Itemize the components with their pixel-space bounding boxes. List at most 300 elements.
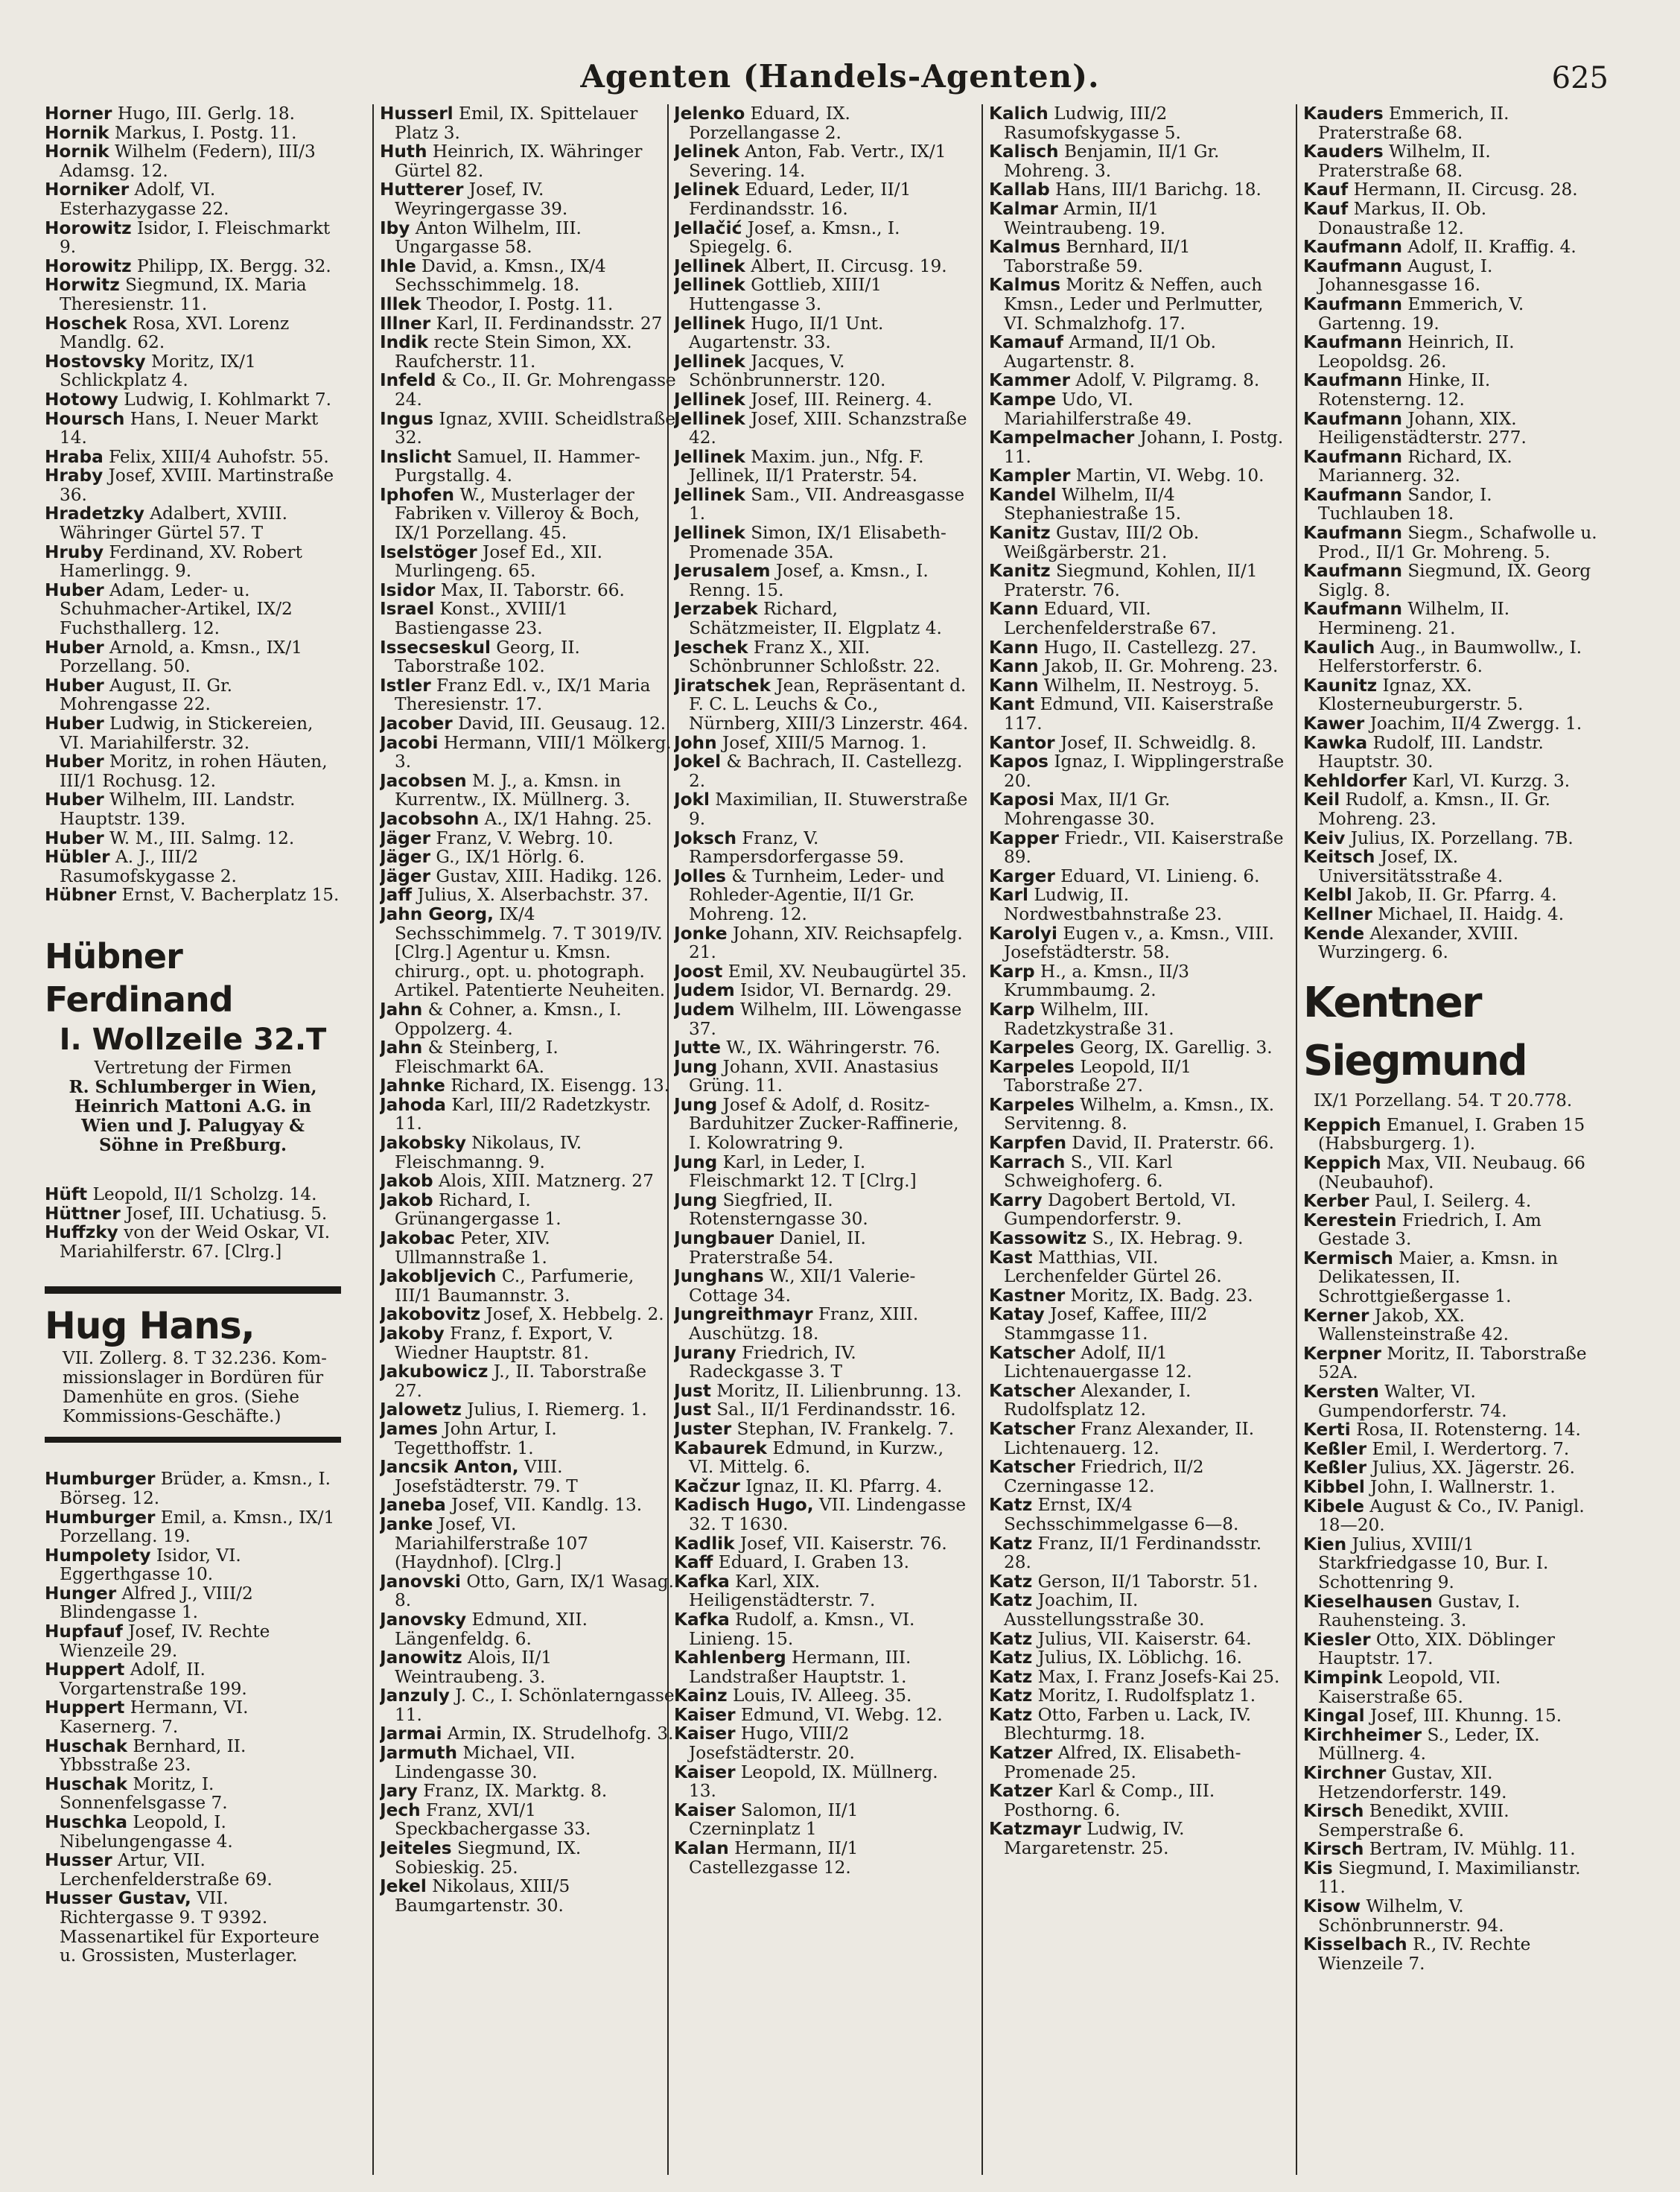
directory-entry <box>380 1877 676 1915</box>
entry-details: Hermann, II. Circusg. 28. <box>1348 180 1578 200</box>
directory-entry <box>674 1686 970 1706</box>
entry-details: Adolf, II. Vorgartenstraße 199. <box>60 1659 247 1699</box>
entry-name: Hornik <box>45 122 109 143</box>
entry-name: Kawer <box>1303 714 1365 734</box>
directory-entry <box>380 410 676 448</box>
entry-details: Franz X., XII. Schönbrunner Schloßstr. 22. <box>689 637 941 677</box>
entry-details: Friedrich, I. Am Gestade 3. <box>1318 1210 1541 1250</box>
entry-details: Julius, XX. Jägerstr. 26. <box>1366 1458 1575 1478</box>
entry-name: Jäger <box>380 827 431 848</box>
entry-name: Kalisch <box>989 142 1059 162</box>
entry-name: Kaff <box>674 1552 713 1573</box>
entry-details: Emil, IX. Spittelauer Platz 3. <box>395 104 638 143</box>
entry-details: Franz Edl. v., IX/1 Maria Theresienstr. 17. <box>395 675 651 715</box>
directory-entry <box>380 142 676 180</box>
entry-name: Issecseskul <box>380 637 491 658</box>
directory-entry <box>989 276 1285 333</box>
entry-details: Martin, VI. Webg. 10. <box>1070 466 1264 486</box>
entry-name: Karpeles <box>989 1056 1075 1077</box>
ad-name: Hübner Ferdinand <box>45 935 233 1020</box>
directory-entry <box>380 1420 676 1458</box>
entry-details: Isidor, VI. Eggerthgasse 10. <box>60 1545 241 1585</box>
entry-name: Junghans <box>674 1266 764 1287</box>
entry-name: Huber <box>45 752 104 772</box>
entry-details: Sandor, I. Tuchlauben 18. <box>1318 484 1492 524</box>
directory-entry <box>380 104 676 142</box>
entry-details: Moritz & Neffen, auch Kmsn., Leder und Perlmutter, VI. Schmalzhofg. 17. <box>1004 275 1264 334</box>
entry-details: Ludwig, II. Nordwestbahnstraße 23. <box>1004 885 1223 924</box>
entry-details: Eugen v., a. Kmsn., VIII. Josefstädterstr. 58. <box>1004 923 1274 963</box>
directory-entry <box>989 1744 1285 1782</box>
entry-name: Kačzur <box>674 1475 740 1496</box>
directory-entry <box>380 1496 676 1515</box>
entry-name: Kadisch Hugo, <box>674 1495 814 1516</box>
entry-details: W., Musterlager der Fabriken v. Villeroy & Boch, IX/1 Porzellang. 45. <box>395 484 640 544</box>
entry-details: Gottlieb, XIII/1 Huttengasse 3. <box>689 275 882 314</box>
directory-entry <box>1303 1935 1600 1973</box>
entry-name: Jelinek <box>674 180 739 200</box>
entry-name: Illner <box>380 313 431 334</box>
directory-entry <box>1303 1764 1600 1802</box>
entry-details: Karl, II. Ferdinandsstr. 27 <box>430 313 663 334</box>
entry-details: Benjamin, II/1 Gr. Mohreng. 3. <box>1004 142 1220 181</box>
entry-name: Kauf <box>1303 180 1349 200</box>
ad-line: VII. Zollerg. 8. T 32.236. Kom- <box>63 1349 327 1369</box>
running-head: Agenten (Handels-Agenten). <box>580 58 1100 95</box>
entry-details: Michael, VII. Lindengasse 30. <box>395 1743 576 1782</box>
entry-name: Kapper <box>989 827 1059 848</box>
entry-name: Katz <box>989 1628 1033 1649</box>
entry-name: Kann <box>989 637 1039 658</box>
entry-name: Katz <box>989 1533 1033 1554</box>
directory-entry <box>1303 886 1600 905</box>
directory-entry <box>45 790 341 828</box>
entry-name: Kampelmacher <box>989 428 1135 448</box>
directory-entry <box>989 1820 1285 1858</box>
directory-entry <box>674 1400 970 1420</box>
ad-line: Kommissions-Geschäfte.) <box>63 1407 281 1427</box>
directory-entry <box>380 1782 676 1801</box>
entry-name: Jerzabek <box>674 599 758 620</box>
directory-entry <box>1303 1154 1600 1192</box>
entry-name: Jech <box>380 1799 421 1820</box>
entry-name: Kandel <box>989 484 1057 505</box>
entry-details: Alois, XIII. Matznerg. 27 <box>433 1171 654 1192</box>
entry-details: Eduard, VI. Linieng. 6. <box>1054 865 1260 886</box>
directory-entry <box>989 734 1285 753</box>
directory-entry <box>989 962 1285 1000</box>
entry-name: Kehldorfer <box>1303 770 1407 791</box>
directory-entry <box>380 1267 676 1305</box>
entry-name: Kaufmann <box>1303 237 1403 258</box>
directory-entry <box>380 1400 676 1420</box>
entry-name: Kaiser <box>674 1761 736 1782</box>
entry-name: Keßler <box>1303 1458 1367 1478</box>
entry-name: Jacobsohn <box>380 808 480 829</box>
directory-entry <box>1303 142 1600 180</box>
entry-details: R., IV. Rechte Wienzeile 7. <box>1318 1934 1531 1974</box>
entry-name: Huber <box>45 714 104 734</box>
entry-details: Edmund, in Kurzw., VI. Mittelg. 6. <box>689 1437 944 1478</box>
entry-details: Josef, IV. Rechte Wienzeile 29. <box>60 1621 270 1661</box>
entry-name: Keitsch <box>1303 847 1375 868</box>
directory-entry <box>674 734 970 753</box>
entry-name: Karpeles <box>989 1038 1075 1058</box>
directory-entry <box>989 657 1285 676</box>
directory-entry <box>1303 1249 1600 1306</box>
entry-name: Kann <box>989 599 1039 620</box>
entry-name: Inslicht <box>380 446 452 467</box>
ad-line: Damenhüte en gros. (Siehe <box>63 1388 300 1408</box>
entry-name: Kauf <box>1303 198 1349 219</box>
entry-details: Wilhelm, III. Landstr. Hauptstr. 139. <box>60 790 296 829</box>
directory-entry <box>45 1889 341 1965</box>
directory-entry <box>989 1344 1285 1382</box>
entry-details: Johann, XVII. Anastasius Grüng. 11. <box>689 1056 939 1096</box>
entry-details: Samuel, II. Hammer-Purgstallg. 4. <box>395 446 640 486</box>
entry-details: Friedr., VII. Kaiserstraße 89. <box>1004 827 1284 868</box>
directory-entry <box>380 219 676 257</box>
directory-entry <box>1303 1344 1600 1382</box>
directory-entry <box>1303 486 1600 524</box>
entry-details: Heinrich, IX. Währinger Gürtel 82. <box>395 142 643 181</box>
directory-entry <box>1303 371 1600 409</box>
entry-name: Kassowitz <box>989 1228 1087 1249</box>
entry-name: Hoursch <box>45 408 125 429</box>
entry-details: Max, VII. Neubaug. 66 (Neubauhof). <box>1318 1152 1585 1192</box>
entry-name: Istler <box>380 675 431 696</box>
entry-details: & Cohner, a. Kmsn., I. Oppolzerg. 4. <box>395 999 622 1039</box>
entry-name: Kafka <box>674 1571 730 1592</box>
entry-name: Kaiser <box>674 1724 736 1744</box>
entry-name: Jungreithmayr <box>674 1304 813 1325</box>
entry-details: Stephan, IV. Frankelg. 7. <box>731 1418 955 1439</box>
directory-entry <box>1303 1497 1600 1535</box>
directory-entry <box>674 1305 970 1343</box>
entry-name: Jakobljevich <box>380 1266 497 1287</box>
entry-details: Eduard, IX. Porzellangasse 2. <box>689 104 850 143</box>
entry-details: Adolf, V. Pilgramg. 8. <box>1070 370 1260 391</box>
entry-details: Moritz, II. Lilienbrunng. 13. <box>711 1380 962 1401</box>
entry-details: Michael, II. Haidg. 4. <box>1372 903 1565 924</box>
entry-name: Kahlenberg <box>674 1648 786 1668</box>
entry-name: Jahn <box>380 1038 423 1058</box>
entry-details: Brüder, a. Kmsn., I. Börseg. 12. <box>60 1469 331 1508</box>
entry-details: Hans, III/1 Barichg. 18. <box>1049 180 1261 200</box>
entry-name: Kibbel <box>1303 1477 1365 1497</box>
directory-entry <box>674 790 970 828</box>
entry-name: Kampe <box>989 389 1057 410</box>
directory-entry <box>674 486 970 524</box>
directory-entry <box>674 1496 970 1534</box>
directory-entry <box>380 581 676 600</box>
directory-entry <box>45 676 341 714</box>
directory-entry <box>1303 1630 1600 1668</box>
entry-details: Wilhelm (Federn), III/3 Adamsg. 12. <box>60 142 316 181</box>
entry-name: Horniker <box>45 180 130 200</box>
entry-details: Edmund, VI. Webg. 12. <box>735 1704 943 1725</box>
entry-name: Kirchner <box>1303 1762 1387 1783</box>
entry-details: Nikolaus, IV. Fleischmanng. 9. <box>395 1133 582 1172</box>
entry-details: Josef, III. Reinerg. 4. <box>745 389 932 410</box>
entry-name: Hotowy <box>45 389 118 410</box>
ad-line: R. Schlumberger in Wien, <box>69 1076 317 1097</box>
entry-details: Franz, XVI/1 Speckbachergasse 33. <box>395 1799 591 1840</box>
entry-details: Gustav, XIII. Hadikg. 126. <box>430 865 663 886</box>
directory-entry <box>380 1458 676 1496</box>
entry-details: Franz, V. Webrg. 10. <box>430 827 614 848</box>
entry-name: Kende <box>1303 923 1365 944</box>
entry-details: & Turnheim, Leder- und Rohleder-Agentie, II/1 Gr. Mohreng. 12. <box>689 865 945 924</box>
directory-entry <box>674 1763 970 1801</box>
entry-details: Franz, IX. Marktg. 8. <box>417 1781 608 1802</box>
page-header <box>0 58 1680 103</box>
entry-name: Hüttner <box>45 1203 121 1224</box>
entry-name: Kanitz <box>989 561 1051 582</box>
directory-entry <box>380 1000 676 1038</box>
entry-name: Hübler <box>45 847 110 868</box>
directory-entry <box>45 124 341 143</box>
entry-name: Jäger <box>380 865 431 886</box>
entry-details: Hugo, II. Castellezg. 27. <box>1038 637 1257 658</box>
directory-entry <box>1303 1840 1600 1859</box>
entry-name: Husserl <box>380 104 454 124</box>
entry-name: Kaufmann <box>1303 599 1403 620</box>
directory-entry <box>380 1362 676 1400</box>
directory-entry <box>1303 1859 1600 1897</box>
entry-details: Josef Ed., XII. Murlingeng. 65. <box>395 541 602 582</box>
entry-name: Kalan <box>674 1838 729 1859</box>
entry-details: Ferdinand, XV. Robert Hamerlingg. 9. <box>60 541 302 582</box>
entry-name: Katzer <box>989 1743 1053 1764</box>
entry-name: Jacobsen <box>380 770 467 791</box>
ad-line: Wien und J. Palugyay & <box>81 1115 305 1136</box>
directory-entry <box>674 562 970 600</box>
directory-entry <box>674 924 970 962</box>
entry-details: Armin, IX. Strudelhofg. 3. <box>442 1724 674 1744</box>
entry-details: Siegm., Schafwolle u. Prod., II/1 Gr. Mohreng. 5. <box>1318 523 1597 562</box>
entry-name: Jarmuth <box>380 1743 457 1764</box>
directory-entry <box>380 848 676 867</box>
entry-name: Kantor <box>989 732 1055 753</box>
directory-entry <box>1303 772 1600 791</box>
entry-details: David, a. Kmsn., IX/4 Sechsschimmelg. 18. <box>395 255 606 296</box>
entry-details: Georg, IX. Garellig. 3. <box>1074 1038 1273 1058</box>
directory-entry <box>989 1000 1285 1038</box>
entry-details: Julius, XVIII/1 Starkfriedgasse 10, Bur. I. Schottenring 9. <box>1318 1534 1549 1592</box>
directory-entry <box>989 390 1285 428</box>
entry-details: Leopold, II/1 Taborstraße 27. <box>1004 1056 1191 1096</box>
entry-name: Katz <box>989 1571 1033 1592</box>
entry-details: Anton Wilhelm, III. Ungargasse 58. <box>395 217 582 258</box>
entry-name: Katay <box>989 1304 1045 1325</box>
entry-details: Hermann, VI. Kasernerg. 7. <box>60 1697 249 1738</box>
column-1 <box>45 104 341 2175</box>
entry-details: Gustav, I. Rauhensteing. 3. <box>1318 1591 1521 1631</box>
directory-entry <box>380 295 676 314</box>
entry-details: & Bachrach, II. Castellezg. 2. <box>689 752 963 791</box>
directory-entry <box>989 142 1285 180</box>
directory-entry <box>45 219 341 257</box>
directory-entry <box>989 1572 1285 1592</box>
entry-details: Bernhard, II. Ybbsstraße 23. <box>60 1735 246 1776</box>
entry-name: Jakobovitz <box>380 1304 481 1325</box>
entry-details: Emmerich, V. Gartenng. 19. <box>1318 293 1524 334</box>
entry-name: Humpolety <box>45 1545 151 1566</box>
entry-details: Eduard, I. Graben 13. <box>713 1552 910 1573</box>
directory-entry <box>674 1724 970 1762</box>
directory-entry <box>1303 600 1600 638</box>
entry-name: Jahnke <box>380 1076 445 1096</box>
entry-name: Jiratschek <box>674 675 771 696</box>
entry-name: Karp <box>989 961 1035 982</box>
directory-entry <box>674 1382 970 1401</box>
directory-entry <box>989 1305 1285 1343</box>
entry-details: Josef, a. Kmsn., I. Renng. 15. <box>689 561 929 600</box>
directory-entry <box>45 1813 341 1851</box>
entry-details: Josef, IX. Universitätsstraße 4. <box>1318 847 1504 886</box>
entry-details: Wilhelm, II. Praterstraße 68. <box>1318 142 1491 181</box>
entry-name: Hostovsky <box>45 351 146 372</box>
entry-details: Ludwig, III/2 Rasumofskygasse 5. <box>1004 104 1181 143</box>
entry-name: Jolles <box>674 865 726 886</box>
entry-details: August & Co., IV. Panigl. 18—20. <box>1318 1496 1585 1536</box>
entry-name: Israel <box>380 599 435 620</box>
entry-name: Kastner <box>989 1285 1066 1306</box>
entry-name: Janzuly <box>380 1686 450 1706</box>
entry-details: Karl & Comp., III. Posthorng. 6. <box>1004 1781 1215 1820</box>
directory-entry <box>674 524 970 562</box>
entry-details: Friedrich, II/2 Czerningasse 12. <box>1004 1457 1204 1496</box>
entry-details: Josef, XIII. Schanzstraße 42. <box>689 408 967 448</box>
directory-entry <box>45 448 341 467</box>
entry-details: Rosa, II. Rotensterng. 14. <box>1350 1420 1581 1440</box>
directory-entry <box>674 752 970 790</box>
entry-name: Kerti <box>1303 1420 1351 1440</box>
entry-details: Walter, VI. Gumpendorferstr. 74. <box>1318 1382 1507 1421</box>
entry-name: Huschka <box>45 1812 128 1832</box>
directory-entry <box>989 333 1285 371</box>
entry-name: Jellinek <box>674 446 745 467</box>
entry-name: Jutte <box>674 1038 722 1058</box>
entry-details: Moritz, IX. Badg. 23. <box>1065 1285 1253 1306</box>
entry-name: Jellinek <box>674 313 745 334</box>
directory-entry <box>45 1622 341 1660</box>
directory-entry <box>45 714 341 752</box>
entry-details: Franz, V. Rampersdorfergasse 59. <box>689 827 905 868</box>
directory-entry <box>45 1204 341 1224</box>
entry-name: Katscher <box>989 1342 1075 1363</box>
entry-name: Hübner <box>45 885 117 906</box>
directory-entry <box>989 1096 1285 1134</box>
entry-name: Keil <box>1303 790 1340 810</box>
directory-entry <box>380 886 676 905</box>
entry-name: Kerestein <box>1303 1210 1397 1230</box>
entry-name: Karpeles <box>989 1094 1075 1115</box>
entry-name: Katzmayr <box>989 1819 1081 1840</box>
entry-name: Jerusalem <box>674 561 771 582</box>
directory-entry <box>989 1496 1285 1534</box>
entry-details: Karl, XIX. Heiligenstädterstr. 7. <box>689 1571 876 1611</box>
entry-details: Max, II/1 Gr. Mohrengasse 30. <box>1004 790 1171 829</box>
directory-entry <box>380 257 676 295</box>
entry-details: M. J., a. Kmsn. in Kurrentw., IX. Müllnerg. 3. <box>395 770 631 810</box>
entry-name: Kaufmann <box>1303 484 1403 505</box>
directory-entry <box>674 1839 970 1877</box>
entry-name: Kellner <box>1303 903 1372 924</box>
entry-name: Jäger <box>380 847 431 868</box>
column-4 <box>989 104 1285 2175</box>
entry-details: Rosa, XVI. Lorenz Mandlg. 62. <box>60 313 290 353</box>
entry-name: Kaufmann <box>1303 446 1403 467</box>
entry-name: Jelenko <box>674 104 745 124</box>
directory-entry <box>45 1185 341 1204</box>
entry-name: Kaiser <box>674 1704 736 1725</box>
entry-name: Huffzky <box>45 1222 118 1243</box>
directory-entry <box>380 1515 676 1572</box>
directory-entry <box>674 638 970 676</box>
directory-entry <box>1303 524 1600 562</box>
entry-details: Sam., VII. Andreasgasse 1. <box>689 484 965 524</box>
entry-name: Janowitz <box>380 1648 462 1668</box>
entry-details: Simon, IX/1 Elisabeth-Promenade 35A. <box>689 523 946 562</box>
entry-name: Kirchheimer <box>1303 1724 1422 1745</box>
directory-entry <box>1303 1420 1600 1440</box>
directory-entry <box>380 1076 676 1096</box>
entry-details: Eduard, Leder, II/1 Ferdinandsstr. 16. <box>689 180 911 219</box>
entry-details: S., VII. Karl Schweighoferg. 6. <box>1004 1151 1173 1192</box>
entry-name: Ihle <box>380 255 416 276</box>
entry-name: Kalmar <box>989 198 1058 219</box>
ad-line: missionslager in Bordüren für <box>63 1368 324 1388</box>
directory-entry <box>380 1172 676 1191</box>
entry-details: Emil, XV. Neubaugürtel 35. <box>722 961 967 982</box>
entry-name: Huber <box>45 675 104 696</box>
directory-entry <box>1303 790 1600 828</box>
entry-name: Huschak <box>45 1773 128 1794</box>
entry-name: Katz <box>989 1686 1033 1706</box>
entry-name: Keppich <box>1303 1152 1381 1173</box>
directory-entry <box>1303 333 1600 371</box>
entry-name: Keßler <box>1303 1438 1367 1459</box>
directory-entry <box>989 1153 1285 1191</box>
featured-name: Kentner Siegmund <box>1303 978 1527 1085</box>
entry-name: Karl <box>989 885 1028 906</box>
entry-details: Karl, in Leder, I. Fleischmarkt 12. T [Clrg.] <box>689 1151 917 1192</box>
entry-details: Konst., XVIII/1 Bastiengasse 23. <box>395 599 568 639</box>
entry-name: Kerner <box>1303 1305 1369 1326</box>
entry-name: Iby <box>380 217 410 238</box>
entry-details: Eduard, VII. Lerchenfelderstraße 67. <box>1004 599 1217 639</box>
directory-entry <box>989 924 1285 962</box>
entry-details: Adam, Leder- u. Schuhmacher-Artikel, IX/2 Fuchsthallerg. 12. <box>60 579 293 639</box>
entry-name: Jarmai <box>380 1724 442 1744</box>
directory-entry <box>380 1801 676 1839</box>
entry-name: Jacober <box>380 714 453 734</box>
entry-name: Janovsky <box>380 1609 467 1630</box>
entry-details: Adolf, II. Kraffig. 4. <box>1402 237 1576 258</box>
entry-details: Leopold, II/1 Scholzg. 14. <box>87 1184 317 1204</box>
entry-name: Katscher <box>989 1418 1075 1439</box>
directory-entry <box>380 772 676 810</box>
entry-details: Armin, II/1 Weintraubeng. 19. <box>1004 198 1166 238</box>
entry-details: Franz Alexander, II. Lichtenauerg. 12. <box>1004 1418 1255 1458</box>
entry-details: August, II. Gr. Mohrengasse 22. <box>60 675 232 715</box>
entry-name: Karp <box>989 999 1035 1020</box>
directory-entry <box>45 1584 341 1622</box>
directory-entry <box>380 1572 676 1610</box>
entry-details: Edmund, VII. Kaiserstraße 117. <box>1004 694 1274 734</box>
